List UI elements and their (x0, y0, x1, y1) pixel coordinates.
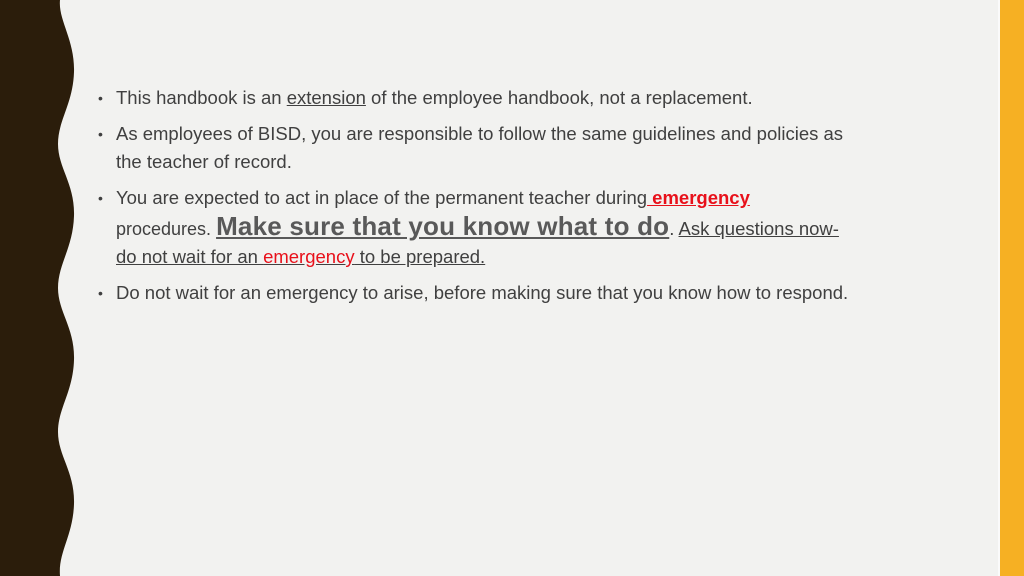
bullet-icon: • (98, 126, 103, 142)
wavy-left-border (0, 0, 80, 576)
ask-questions-tail: to be prepared. (354, 246, 486, 267)
bullet-3-text-start: You are expected to act in place of the permanent teacher during (116, 187, 648, 208)
wavy-border-shape (0, 0, 74, 576)
bullet-4-text: Do not wait for an emergency to arise, before making sure that you know how to respond. (116, 282, 849, 303)
make-sure-heading[interactable]: Make sure that you know what to do (216, 211, 670, 241)
bullet-icon: • (98, 90, 103, 106)
bullet-content (96, 84, 856, 315)
right-accent-bar (1000, 0, 1024, 576)
procedures-text: procedures. (116, 219, 217, 239)
emergency-link-2: emergency (263, 246, 355, 267)
bullet-item-2 (96, 120, 856, 176)
bullet-1-text-end: of the employee handbook, not a replacement. (365, 87, 753, 108)
bullet-list (96, 84, 856, 307)
bullet-2-text: As employees of BISD, you are responsible to follow the same guidelines and policies as the teacher of record. (116, 123, 844, 172)
ask-questions-text: Ask questions now- do not wait for an (116, 218, 839, 267)
emergency-link-1[interactable]: emergency (647, 187, 750, 208)
bullet-item-3 (96, 184, 856, 271)
period-text: . (669, 218, 679, 239)
bullet-1-text-start: This handbook is an (116, 87, 287, 108)
bullet-item-4 (96, 279, 856, 307)
bullet-item-1 (96, 84, 856, 112)
bullet-icon: • (98, 285, 103, 301)
bullet-icon: • (98, 190, 103, 206)
extension-link[interactable]: extension (286, 87, 366, 108)
